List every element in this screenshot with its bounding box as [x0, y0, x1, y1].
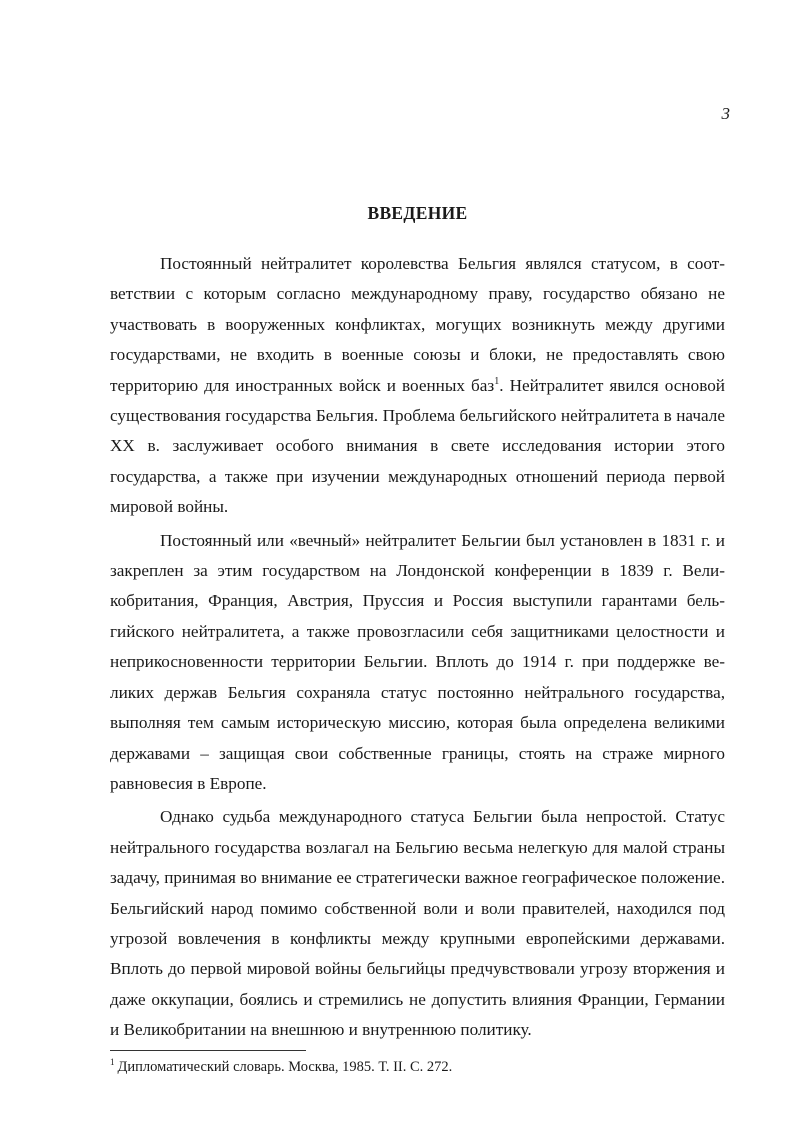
footnote-divider	[110, 1050, 306, 1051]
paragraph-1-text: Постоянный нейтралитет королевства Бельгия являлся статусом, в соответствии с которым согласно международному праву, государство обязано не участвовать в вооруженных конфликтах, могущих возникнуть между другими государствами, не входить в военные союзы и блоки, не предоставлять свою территорию для иностранных войск и военных баз	[110, 254, 725, 395]
paragraph-3: Однако судьба международного статуса Бельгии была непростой. Статус нейтрального государства возлагал на Бельгию весьма нелегкую для малой страны задачу, принимая во внимание ее стратегически важное географическое положение. Бельгийский народ помимо собственной воли и воли правителей, находился под угрозой вовлечения в конфликты между крупными европейскими державами. Вплоть до первой мировой войны бельгийцы предчувствовали угрозу вторжения и даже оккупации, боялись и стремились не допустить влияния Франции, Германии и Великобритании на внешнюю и внутреннюю политику.	[110, 807, 725, 1040]
paragraph-1-text-continued: . Нейтралитет явился основой существования государства Бельгия. Проблема бельгийского нейтралитета в начале XX в. заслуживает особого внимания в свете исследования истории этого государства, а также при изучении международных отношений периода первой мировой войны.	[110, 375, 725, 517]
footnote	[110, 1058, 725, 1076]
page-number: 3	[721, 104, 730, 123]
footnote-number: 1	[110, 1057, 115, 1067]
footnote-reference: 1	[494, 375, 500, 387]
paragraph-2: Постоянный или «вечный» нейтралитет Бельгии был установлен в 1831 г. и закреплен за этим государством на Лондонской конференции в 1839 г. Великобритания, Франция, Австрия, Пруссия и Россия выступили гарантами бельгийского нейтралитета, а также провозгласили себя защитниками целостности и неприкосновенности территории Бельгии. Вплоть до 1914 г. при поддержке великих держав Бельгия сохраняла статус постоянно нейтрального государства, выполняя тем самым историческую миссию, которая была определена великими державами – защищая свои собственные границы, стоять на страже мирного равновесия в Европе.	[110, 530, 725, 793]
paragraph-1	[110, 249, 725, 523]
page-title: ВВЕДЕНИЕ	[367, 203, 468, 223]
footnote-text: Дипломатический словарь. Москва, 1985. Т. II. С. 272.	[117, 1059, 453, 1075]
body-text	[110, 249, 725, 1046]
